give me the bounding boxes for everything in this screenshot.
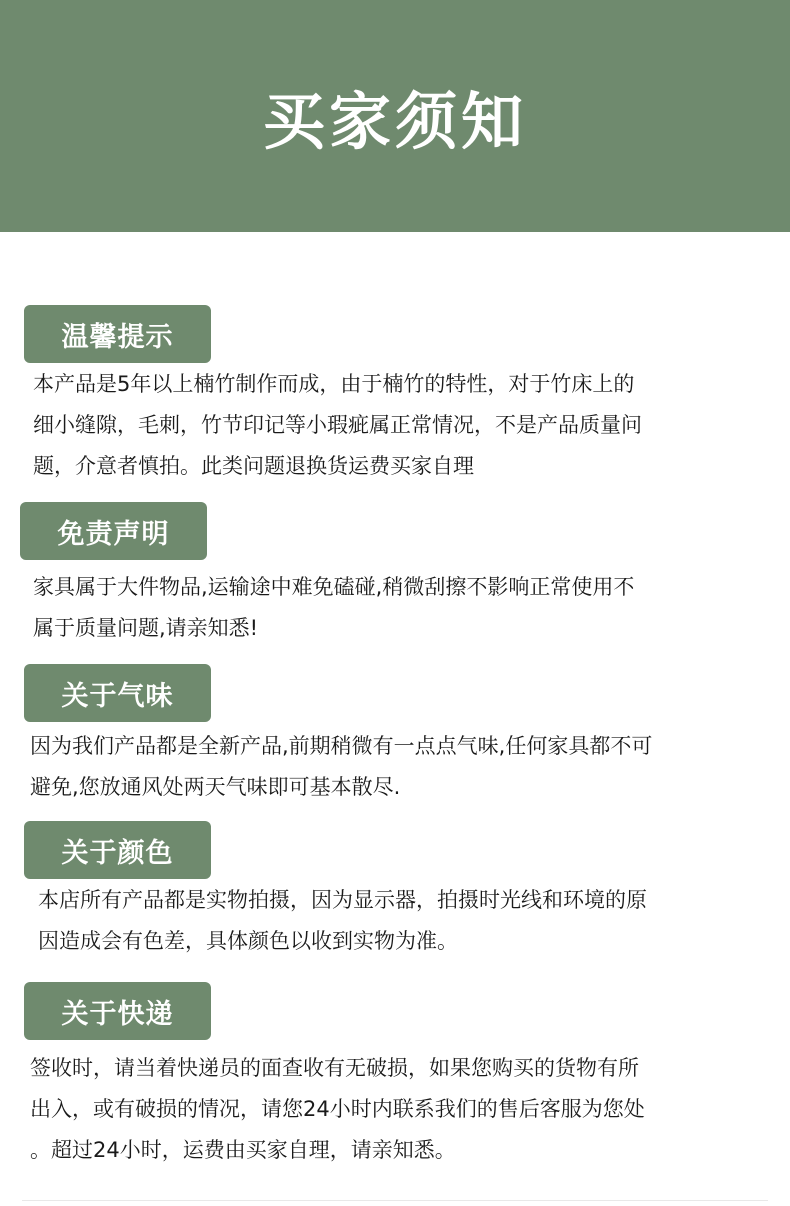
text-line: 避免,您放通风处两天气味即可基本散尽. — [30, 775, 401, 799]
section-text-odor — [30, 726, 765, 808]
header-banner — [0, 0, 790, 232]
section-tag-tips: 温馨提示 — [24, 305, 211, 363]
section-tag-color: 关于颜色 — [24, 821, 211, 879]
text-line: 因造成会有色差，具体颜色以收到实物为准。 — [38, 929, 458, 953]
text-line: 出入，或有破损的情况，请您24小时内联系我们的售后客服为您处 — [30, 1097, 645, 1121]
section-text-disclaimer — [33, 567, 768, 649]
text-line: 题，介意者慎拍。此类问题退换货运费买家自理 — [33, 454, 474, 478]
section-text-tips — [33, 364, 768, 487]
divider — [22, 1200, 768, 1201]
text-line: 家具属于大件物品,运输途中难免磕碰,稍微刮擦不影响正常使用不 — [33, 575, 635, 599]
page-title: 买家须知 — [262, 84, 527, 158]
text-line: 因为我们产品都是全新产品,前期稍微有一点点气味,任何家具都不可 — [30, 734, 653, 758]
section-text-delivery — [30, 1048, 765, 1171]
text-line: 本产品是5年以上楠竹制作而成，由于楠竹的特性，对于竹床上的 — [33, 372, 635, 396]
section-tag-disclaimer: 免责声明 — [20, 502, 207, 560]
text-line: 签收时，请当着快递员的面查收有无破损，如果您购买的货物有所 — [30, 1056, 639, 1080]
text-line: 细小缝隙，毛刺，竹节印记等小瑕疵属正常情况，不是产品质量问 — [33, 413, 642, 437]
section-text-color — [38, 880, 773, 962]
section-tag-odor: 关于气味 — [24, 664, 211, 722]
section-tag-delivery: 关于快递 — [24, 982, 211, 1040]
text-line: 本店所有产品都是实物拍摄，因为显示器，拍摄时光线和环境的原 — [38, 888, 647, 912]
text-line: 。超过24小时，运费由买家自理，请亲知悉。 — [30, 1138, 456, 1162]
text-line: 属于质量问题,请亲知悉! — [33, 616, 259, 640]
